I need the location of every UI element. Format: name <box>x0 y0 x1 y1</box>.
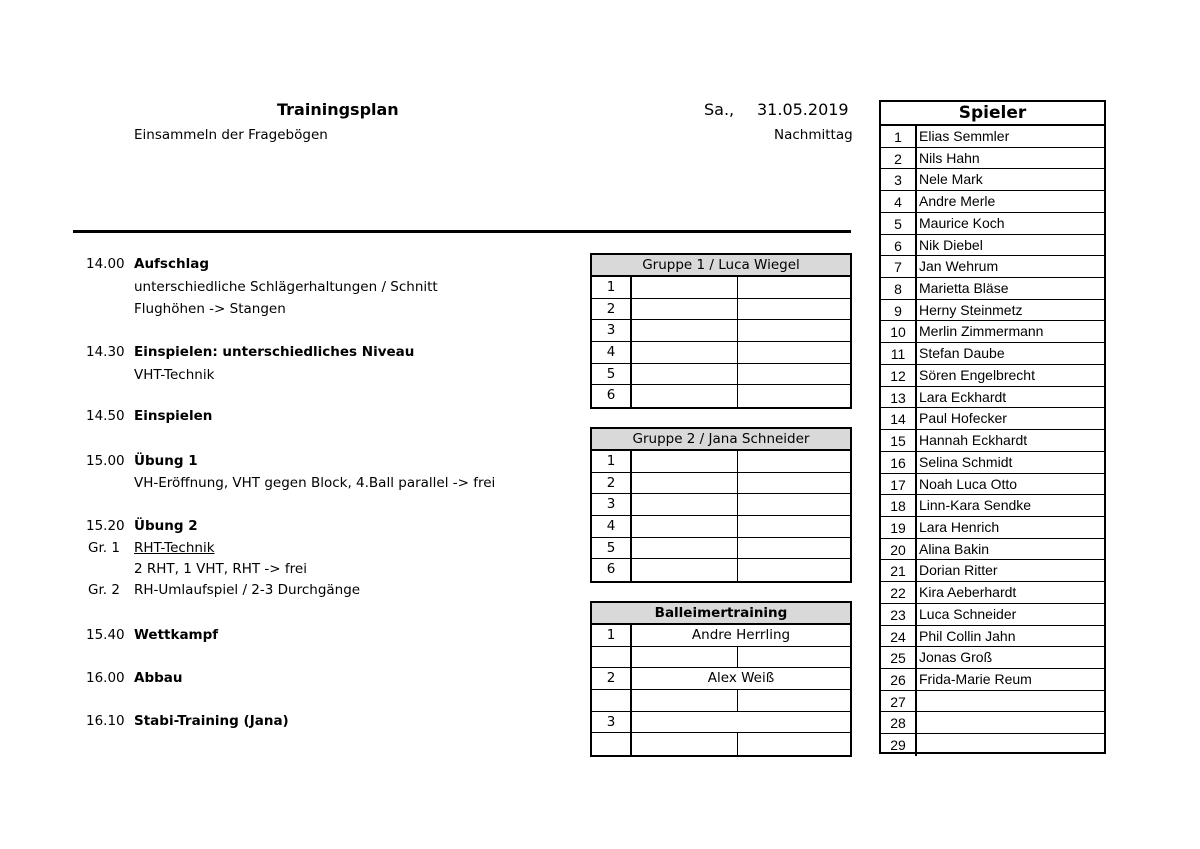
player-number: 11 <box>881 343 917 364</box>
player-name: Phil Collin Jahn <box>919 627 1016 644</box>
player-name: Dorian Ritter <box>919 562 998 579</box>
table-cell[interactable] <box>632 559 738 581</box>
table-cell[interactable] <box>738 647 850 668</box>
table-row <box>592 690 850 712</box>
player-row <box>881 387 1104 409</box>
table-cell[interactable] <box>738 320 850 341</box>
player-number: 2 <box>881 148 917 169</box>
schedule-time: 16.00 <box>86 670 125 686</box>
player-row <box>881 278 1104 300</box>
table-cell[interactable] <box>738 385 850 407</box>
player-row <box>881 495 1104 517</box>
row-number <box>592 647 632 668</box>
player-number: 17 <box>881 474 917 495</box>
schedule-item: Übung 1 <box>134 453 198 469</box>
trainer-name: Andre Herrling <box>691 627 791 643</box>
player-number: 22 <box>881 582 917 603</box>
schedule-item: RHT-Technik <box>134 540 215 556</box>
table-cell[interactable] <box>632 299 738 320</box>
player-row <box>881 343 1104 365</box>
row-number: 2 <box>592 473 632 494</box>
table-cell[interactable] <box>632 364 738 385</box>
table-row <box>592 342 850 364</box>
player-row <box>881 256 1104 278</box>
player-number: 12 <box>881 365 917 386</box>
player-name: Noah Luca Otto <box>919 475 1018 492</box>
table-cell[interactable] <box>738 451 850 472</box>
player-number: 8 <box>881 278 917 299</box>
player-row <box>881 213 1104 235</box>
player-name: Sören Engelbrecht <box>919 366 1035 383</box>
schedule-item: 2 RHT, 1 VHT, RHT -> frei <box>134 561 307 577</box>
player-number: 9 <box>881 300 917 321</box>
schedule-item: RH-Umlaufspiel / 2-3 Durchgänge <box>134 582 361 598</box>
player-row <box>881 148 1104 170</box>
player-name[interactable] <box>917 691 1104 712</box>
table-cell[interactable] <box>738 342 850 363</box>
table-cell[interactable] <box>632 690 738 711</box>
table-row <box>592 451 850 473</box>
table-cell[interactable] <box>738 494 850 515</box>
player-name: Lara Henrich <box>919 518 1000 535</box>
table-cell[interactable] <box>632 473 738 494</box>
schedule-item: Wettkampf <box>134 627 219 643</box>
schedule-item: Abbau <box>134 670 183 686</box>
player-number: 19 <box>881 517 917 538</box>
player-row <box>881 365 1104 387</box>
player-row <box>881 300 1104 322</box>
row-number: 3 <box>592 712 632 733</box>
player-number: 27 <box>881 691 917 712</box>
row-number <box>592 690 632 711</box>
table-row <box>592 277 850 299</box>
player-row <box>881 408 1104 430</box>
player-row <box>881 321 1104 343</box>
table-cell[interactable] <box>632 733 738 755</box>
player-row <box>881 430 1104 452</box>
player-number: 7 <box>881 256 917 277</box>
table-cell[interactable] <box>738 733 850 755</box>
player-number: 16 <box>881 452 917 473</box>
player-name: Kira Aeberhardt <box>919 584 1017 601</box>
player-name: Marietta Bläse <box>919 280 1009 297</box>
players-table <box>879 100 1106 754</box>
row-number: 3 <box>592 494 632 515</box>
row-number: 4 <box>592 516 632 537</box>
table-cell[interactable] <box>632 451 738 472</box>
group1-title: Gruppe 1 / Luca Wiegel <box>592 255 850 277</box>
table-cell[interactable] <box>632 538 738 559</box>
row-number: 1 <box>592 277 632 298</box>
group2-title: Gruppe 2 / Jana Schneider <box>592 429 850 451</box>
table-row <box>592 647 850 669</box>
schedule-group: Gr. 2 <box>88 582 120 598</box>
table-cell[interactable] <box>738 299 850 320</box>
page-subtitle: Einsammeln der Fragebögen <box>134 127 328 143</box>
player-row <box>881 235 1104 257</box>
player-row <box>881 647 1104 669</box>
table-row <box>592 733 850 755</box>
player-row <box>881 669 1104 691</box>
schedule-item: Einspielen <box>134 408 213 424</box>
player-row <box>881 626 1104 648</box>
player-name: Lara Eckhardt <box>919 388 1007 405</box>
player-name: Selina Schmidt <box>919 453 1013 470</box>
table-row <box>592 516 850 538</box>
player-row <box>881 191 1104 213</box>
players-title: Spieler <box>881 102 1104 126</box>
table-row <box>592 364 850 386</box>
balleimer-title: Balleimertraining <box>592 603 850 625</box>
table-cell[interactable] <box>632 385 738 407</box>
player-row <box>881 691 1104 713</box>
schedule-time: 15.40 <box>86 627 125 643</box>
schedule-time: 14.00 <box>86 256 125 272</box>
table-row <box>592 625 850 647</box>
row-number: 5 <box>592 538 632 559</box>
player-number: 21 <box>881 560 917 581</box>
player-number: 14 <box>881 408 917 429</box>
row-number: 5 <box>592 364 632 385</box>
table-cell[interactable] <box>738 516 850 537</box>
schedule-time: 14.30 <box>86 344 125 360</box>
player-row <box>881 126 1104 148</box>
table-row <box>592 559 850 581</box>
player-number: 6 <box>881 235 917 256</box>
player-name[interactable] <box>917 734 1104 756</box>
player-name: Elias Semmler <box>919 128 1010 144</box>
table-row <box>592 473 850 495</box>
player-name: Frida-Marie Reum <box>919 670 1032 687</box>
table-row <box>592 385 850 407</box>
table-cell[interactable] <box>632 494 738 515</box>
schedule-time: 14.50 <box>86 408 125 424</box>
schedule-item: VHT-Technik <box>134 367 215 383</box>
schedule-item: unterschiedliche Schlägerhaltungen / Schnitt <box>134 279 438 295</box>
row-number: 1 <box>592 451 632 472</box>
weekday: Sa., <box>704 100 735 119</box>
row-number: 6 <box>592 559 632 581</box>
schedule-time: 16.10 <box>86 713 125 729</box>
player-name: Nele Mark <box>919 171 983 188</box>
player-number: 5 <box>881 213 917 234</box>
player-row <box>881 474 1104 496</box>
row-number: 3 <box>592 320 632 341</box>
table-row <box>592 299 850 321</box>
table-cell[interactable] <box>738 538 850 559</box>
divider-line <box>73 230 851 233</box>
table-cell[interactable] <box>632 320 738 341</box>
player-number: 3 <box>881 169 917 190</box>
group2-table <box>590 427 852 583</box>
player-name: Jonas Groß <box>919 649 993 666</box>
player-name[interactable] <box>917 712 1104 733</box>
table-row <box>592 320 850 342</box>
player-name: Luca Schneider <box>919 605 1017 622</box>
player-name: Jan Wehrum <box>919 258 999 275</box>
schedule-time: 15.00 <box>86 453 125 469</box>
player-name: Maurice Koch <box>919 214 1005 231</box>
player-row <box>881 169 1104 191</box>
player-row <box>881 517 1104 539</box>
balleimer-table <box>590 601 852 757</box>
player-row <box>881 539 1104 561</box>
player-number: 4 <box>881 191 917 212</box>
schedule-item: VH-Eröffnung, VHT gegen Block, 4.Ball parallel -> frei <box>134 475 496 491</box>
schedule-item: Aufschlag <box>134 256 209 272</box>
player-number: 18 <box>881 495 917 516</box>
schedule-group: Gr. 1 <box>88 540 120 556</box>
player-number: 29 <box>881 734 917 756</box>
table-cell[interactable] <box>738 364 850 385</box>
row-number: 6 <box>592 385 632 407</box>
player-row <box>881 734 1104 756</box>
table-cell[interactable] <box>632 647 738 668</box>
row-number: 4 <box>592 342 632 363</box>
player-name: Andre Merle <box>919 193 996 210</box>
row-number: 2 <box>592 668 632 689</box>
table-cell[interactable] <box>738 690 850 711</box>
player-number: 28 <box>881 712 917 733</box>
schedule-item: Übung 2 <box>134 518 198 534</box>
row-number: 1 <box>592 625 632 646</box>
player-name: Nils Hahn <box>919 149 980 166</box>
schedule-item: Stabi-Training (Jana) <box>134 713 289 729</box>
player-name: Linn-Kara Sendke <box>919 497 1032 514</box>
player-number: 1 <box>881 126 917 147</box>
player-name: Alina Bakin <box>919 540 990 557</box>
schedule-time: 15.20 <box>86 518 125 534</box>
table-row <box>592 494 850 516</box>
player-number: 13 <box>881 387 917 408</box>
date: 31.05.2019 <box>757 100 849 119</box>
time-period: Nachmittag <box>774 127 853 143</box>
player-number: 15 <box>881 430 917 451</box>
player-name: Paul Hofecker <box>919 410 1007 427</box>
row-number: 2 <box>592 299 632 320</box>
table-row <box>592 712 850 734</box>
table-cell[interactable] <box>632 277 738 298</box>
player-name: Stefan Daube <box>919 345 1005 362</box>
table-cell[interactable] <box>632 342 738 363</box>
player-row <box>881 582 1104 604</box>
table-cell[interactable] <box>738 277 850 298</box>
page-title: Trainingsplan <box>277 100 399 119</box>
schedule-item: Flughöhen -> Stangen <box>134 301 286 317</box>
player-name: Nik Diebel <box>919 236 983 253</box>
schedule-item: Einspielen: unterschiedliches Niveau <box>134 344 415 360</box>
player-name: Merlin Zimmermann <box>919 323 1044 340</box>
table-row <box>592 668 850 690</box>
player-number: 24 <box>881 626 917 647</box>
player-name: Hannah Eckhardt <box>919 432 1028 449</box>
player-number: 25 <box>881 647 917 668</box>
trainer-name: Alex Weiß <box>707 670 775 687</box>
table-cell[interactable] <box>738 473 850 494</box>
player-name: Herny Steinmetz <box>919 301 1023 318</box>
table-cell[interactable] <box>738 559 850 581</box>
player-row <box>881 452 1104 474</box>
table-row <box>592 538 850 560</box>
trainer-name[interactable] <box>632 712 850 733</box>
row-number <box>592 733 632 755</box>
player-number: 23 <box>881 604 917 625</box>
player-row <box>881 560 1104 582</box>
group1-table <box>590 253 852 409</box>
player-number: 20 <box>881 539 917 560</box>
player-number: 26 <box>881 669 917 690</box>
player-row <box>881 712 1104 734</box>
table-cell[interactable] <box>632 516 738 537</box>
player-row <box>881 604 1104 626</box>
player-number: 10 <box>881 321 917 342</box>
